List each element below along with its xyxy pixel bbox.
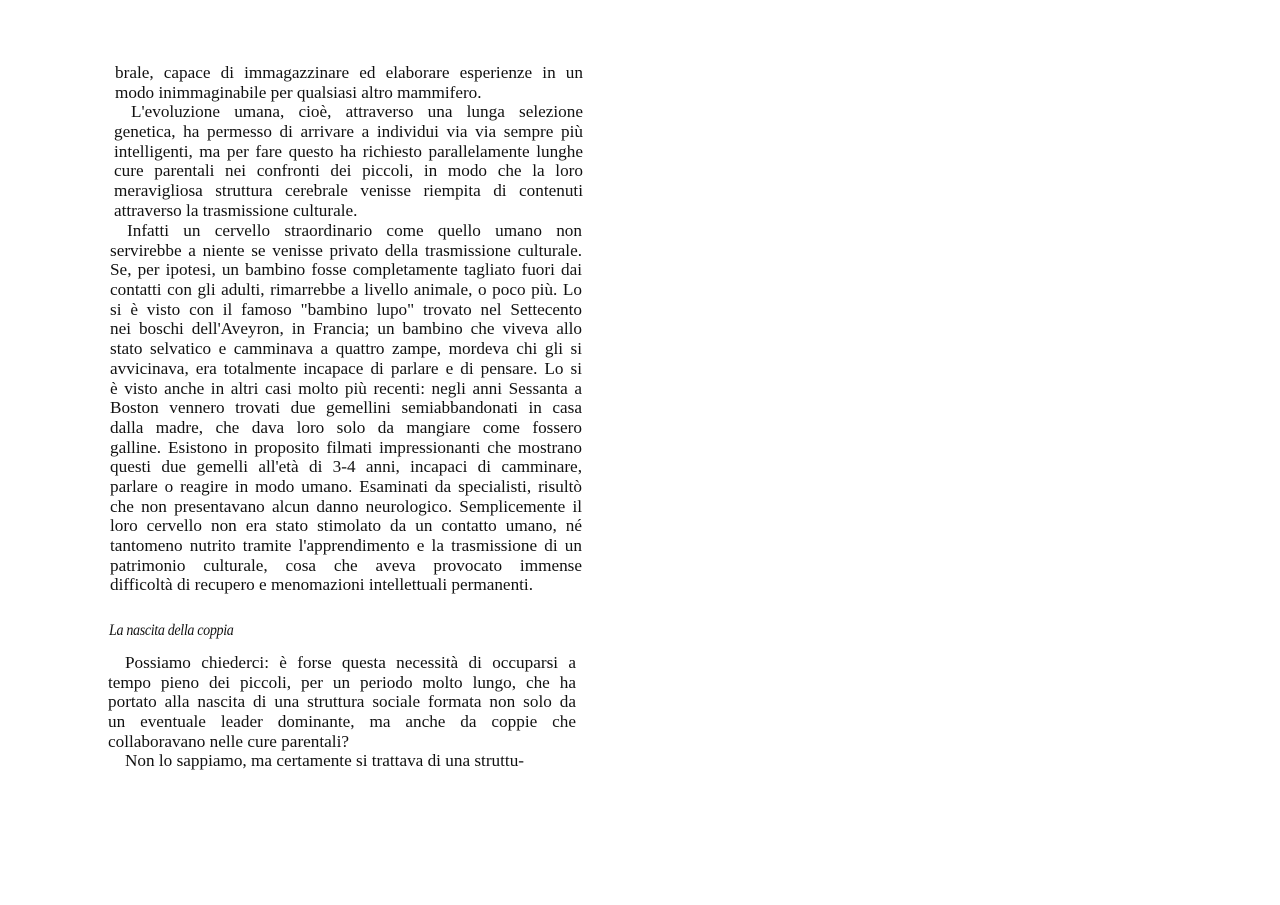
text-line: Boston vennero trovati due gemellini semiabbandonati in casa	[110, 398, 582, 418]
text-line: tempo pieno dei piccoli, per un periodo molto lungo, che ha	[108, 672, 576, 692]
text-line: contatti con gli adulti, rimarrebbe a livello animale, o poco più. Lo	[110, 280, 582, 300]
text-line: difficoltà di recupero e menomazioni intellettuali permanenti.	[110, 575, 534, 595]
text-line: che non presentavano alcun danno neurologico. Semplicemente il	[110, 496, 582, 516]
section-body	[108, 653, 576, 771]
text-line: loro cervello non era stato stimolato da un contatto umano, né	[110, 516, 582, 536]
text-line: stato selvatico e camminava a quattro zampe, mordeva chi gli si	[110, 339, 582, 359]
text-line: un eventuale leader dominante, ma anche da coppie che	[108, 712, 576, 732]
paragraph-evolution	[114, 102, 583, 220]
text-line: modo inimmaginabile per qualsiasi altro mammifero.	[115, 82, 482, 102]
text-line: brale, capace di immagazzinare ed elaborare esperienze in un	[115, 63, 583, 82]
text-line: servirebbe a niente se venisse privato della trasmissione culturale.	[110, 240, 582, 260]
paragraph-question	[108, 653, 576, 751]
paragraph-answer	[108, 751, 576, 771]
section-heading: La nascita della coppia	[109, 622, 234, 639]
text-line: genetica, ha permesso di arrivare a individui via via sempre più	[114, 122, 583, 142]
text-line: galline. Esistono in proposito filmati impressionanti che mostrano	[110, 437, 582, 457]
text-line: parlare o reagire in modo umano. Esaminati da specialisti, risultò	[110, 476, 582, 496]
text-line: questi due gemelli all'età di 3-4 anni, incapaci di camminare,	[110, 457, 582, 477]
text-line: Non lo sappiamo, ma certamente si trattava di una struttu-	[125, 751, 525, 771]
text-line: portato alla nascita di una struttura sociale formata non solo da	[108, 692, 576, 712]
text-line: è visto anche in altri casi molto più recenti: negli anni Sessanta a	[110, 378, 582, 398]
text-line: collaboravano nelle cure parentali?	[108, 731, 349, 751]
text-line: si è visto con il famoso "bambino lupo" trovato nel Settecento	[110, 299, 582, 319]
text-line: meravigliosa struttura cerebrale venisse riempita di contenuti	[114, 181, 583, 201]
paragraph-continuation	[115, 63, 583, 102]
text-line: nei boschi dell'Aveyron, in Francia; un bambino che viveva allo	[110, 319, 582, 339]
text-line: Se, per ipotesi, un bambino fosse completamente tagliato fuori dai	[110, 260, 582, 280]
text-block-evolution	[115, 63, 583, 221]
text-line: attraverso la trasmissione culturale.	[114, 200, 358, 220]
text-line: tantomeno nutrito tramite l'apprendimento e la trasmissione di un	[110, 536, 582, 555]
text-line: Possiamo chiederci: è forse questa necessità di occuparsi a	[125, 653, 576, 672]
text-line: Infatti un cervello straordinario come quello umano non	[127, 221, 582, 240]
text-line: intelligenti, ma per fare questo ha richiesto parallelamente lunghe	[114, 141, 583, 161]
text-line: avvicinava, era totalmente incapace di parlare e di pensare. Lo si	[110, 358, 582, 378]
text-line: L'evoluzione umana, cioè, attraverso una lunga selezione	[131, 102, 583, 122]
paragraph-wild-child	[110, 221, 582, 595]
text-line: dalla madre, che dava loro solo da mangiare come fossero	[110, 417, 582, 437]
text-line: patrimonio culturale, cosa che aveva provocato immense	[110, 555, 582, 575]
text-line: cure parentali nei confronti dei piccoli, in modo che la loro	[114, 161, 583, 181]
